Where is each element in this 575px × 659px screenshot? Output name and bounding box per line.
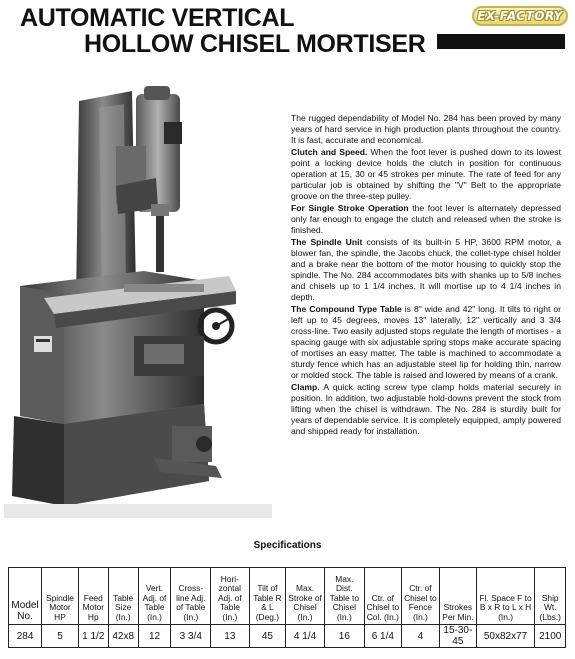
single-stroke-paragraph (291, 203, 561, 236)
clutch-paragraph (291, 147, 561, 202)
spec-value-cell: 6 1/4 (364, 625, 401, 648)
table-heading: The Compound Type Table (291, 304, 402, 314)
spec-value-cell: 12 (138, 625, 171, 648)
spec-header-cell: Hori-zontal Adj. of Table (In.) (211, 568, 249, 625)
spec-header-cell: Max. Dist. Table to Chisel (In.) (324, 568, 364, 625)
clutch-heading: Clutch and Speed. (291, 147, 368, 157)
spec-value-cell: 4 (401, 625, 439, 648)
ex-factory-logo (472, 6, 568, 26)
spec-value-cell: 284 (9, 625, 42, 648)
mortiser-machine-image (4, 86, 272, 518)
spindle-heading: The Spindle Unit (291, 237, 363, 247)
spec-value-cell: 5 (42, 625, 79, 648)
spec-value-cell: 45 (249, 625, 286, 648)
spec-value-cell: 4 1/4 (286, 625, 325, 648)
specifications-table (8, 567, 566, 648)
spec-value-row (9, 625, 566, 648)
clutch-text: When the foot lever is pushed down to its lowest point a locking device holds the clutch in position for continuous operation at 15, 30 or 45 strokes per minute. The rate of feed for any particular job is obtained by shifting the "V" Belt to the appropriate groove on the three-step pulley. (291, 147, 561, 201)
table-paragraph (291, 304, 561, 381)
spec-header-cell: Ctr. of Chisel to Fence (In.) (401, 568, 439, 625)
title-accent-bar (437, 34, 565, 49)
spec-header-cell: Ctr. of Chisel to Col. (In.) (364, 568, 401, 625)
spec-value-cell: 2100 (535, 625, 566, 648)
spec-value-cell: 3 3/4 (171, 625, 211, 648)
clamp-heading: Clamp. (291, 382, 320, 392)
spec-header-cell: Vert. Adj. of Table (In.) (138, 568, 171, 625)
spec-value-cell: 15-30-45 (440, 625, 477, 648)
single-stroke-text: the foot lever is alternately depressed only far enough to engage the clutch and released when the stroke is finished. (291, 203, 561, 235)
spec-header-cell: Spindle Motor HP (42, 568, 79, 625)
spec-value-cell: 16 (324, 625, 364, 648)
clamp-paragraph (291, 382, 561, 437)
spindle-text: consists of its built-in 5 HP, 3600 RPM motor, a blower fan, the spindle, the Jacobs chuck, the collet-type chisel holder and a brake near the bottom of the motor housing to quickly stop the spindle. The No. 284 accommodates bits with shanks up to 5/8 inches and chisels up to 1 1/4 inches. It will mortise up to 4 1/4 inches in depth. (291, 237, 561, 302)
clamp-text: A quick acting screw type clamp holds material securely in position. In addition, two adjustable hold-downs prevent the stock from lifting when the chisel is withdrawn. The No. 284 is sturdily built for years of dependable service. It is completely equipped, amply powered and shipped ready for installation. (291, 382, 561, 436)
spec-value-cell: 1 1/2 (78, 625, 108, 648)
spec-header-cell: Tilt of Table R & L (Deg.) (249, 568, 286, 625)
spec-header-cell: Table Size (In.) (108, 568, 138, 625)
specifications-title: Specifications (253, 540, 322, 551)
spec-header-cell: Cross-line Adj. of Table (In.) (171, 568, 211, 625)
page-title-line1: AUTOMATIC VERTICAL (20, 4, 295, 32)
spec-value-cell: 13 (211, 625, 249, 648)
spec-header-cell: Ship Wt. (Lbs.) (535, 568, 566, 625)
intro-paragraph: The rugged dependability of Model No. 284 has been proved by many years of hard service in high production plants throughout the country. It is fast, accurate and economical. (291, 113, 561, 145)
spec-header-cell: Model No. (9, 568, 42, 625)
spindle-paragraph (291, 237, 561, 303)
spec-header-row (9, 568, 566, 625)
single-stroke-heading: For Single Stroke Operation (291, 203, 409, 213)
spec-value-cell: 50x82x77 (476, 625, 535, 648)
spec-value-cell: 42x8 (108, 625, 138, 648)
spec-header-cell: Strokes Per Min. (440, 568, 477, 625)
description-text (291, 113, 561, 438)
spec-header-cell: Feed Motor Hp (78, 568, 108, 625)
table-text: is 8" wide and 42" long. It tilts to right or left up to 45 degrees, moves 13" laterally, 12" vertically and 3 3/4 cross-line. Two easily adjusted stops regulate the length of mortises - a spacing gauge with six adjustable spring stops make accurate spacing of mortises an easy matter. The table is machined to accommodate a sturdy fence which has an adjustable steel lip for holding thin, narrow or molded stock. The table is raised and lowered by means of a crank. (291, 304, 561, 380)
spec-header-cell: Max. Stroke of Chisel (In.) (286, 568, 325, 625)
page-title-line2: HOLLOW CHISEL MORTISER (84, 30, 426, 58)
logo-text: EX-FACTORY (477, 9, 563, 23)
spec-header-cell: Fl. Space F to B x R to L x H (In.) (476, 568, 535, 625)
